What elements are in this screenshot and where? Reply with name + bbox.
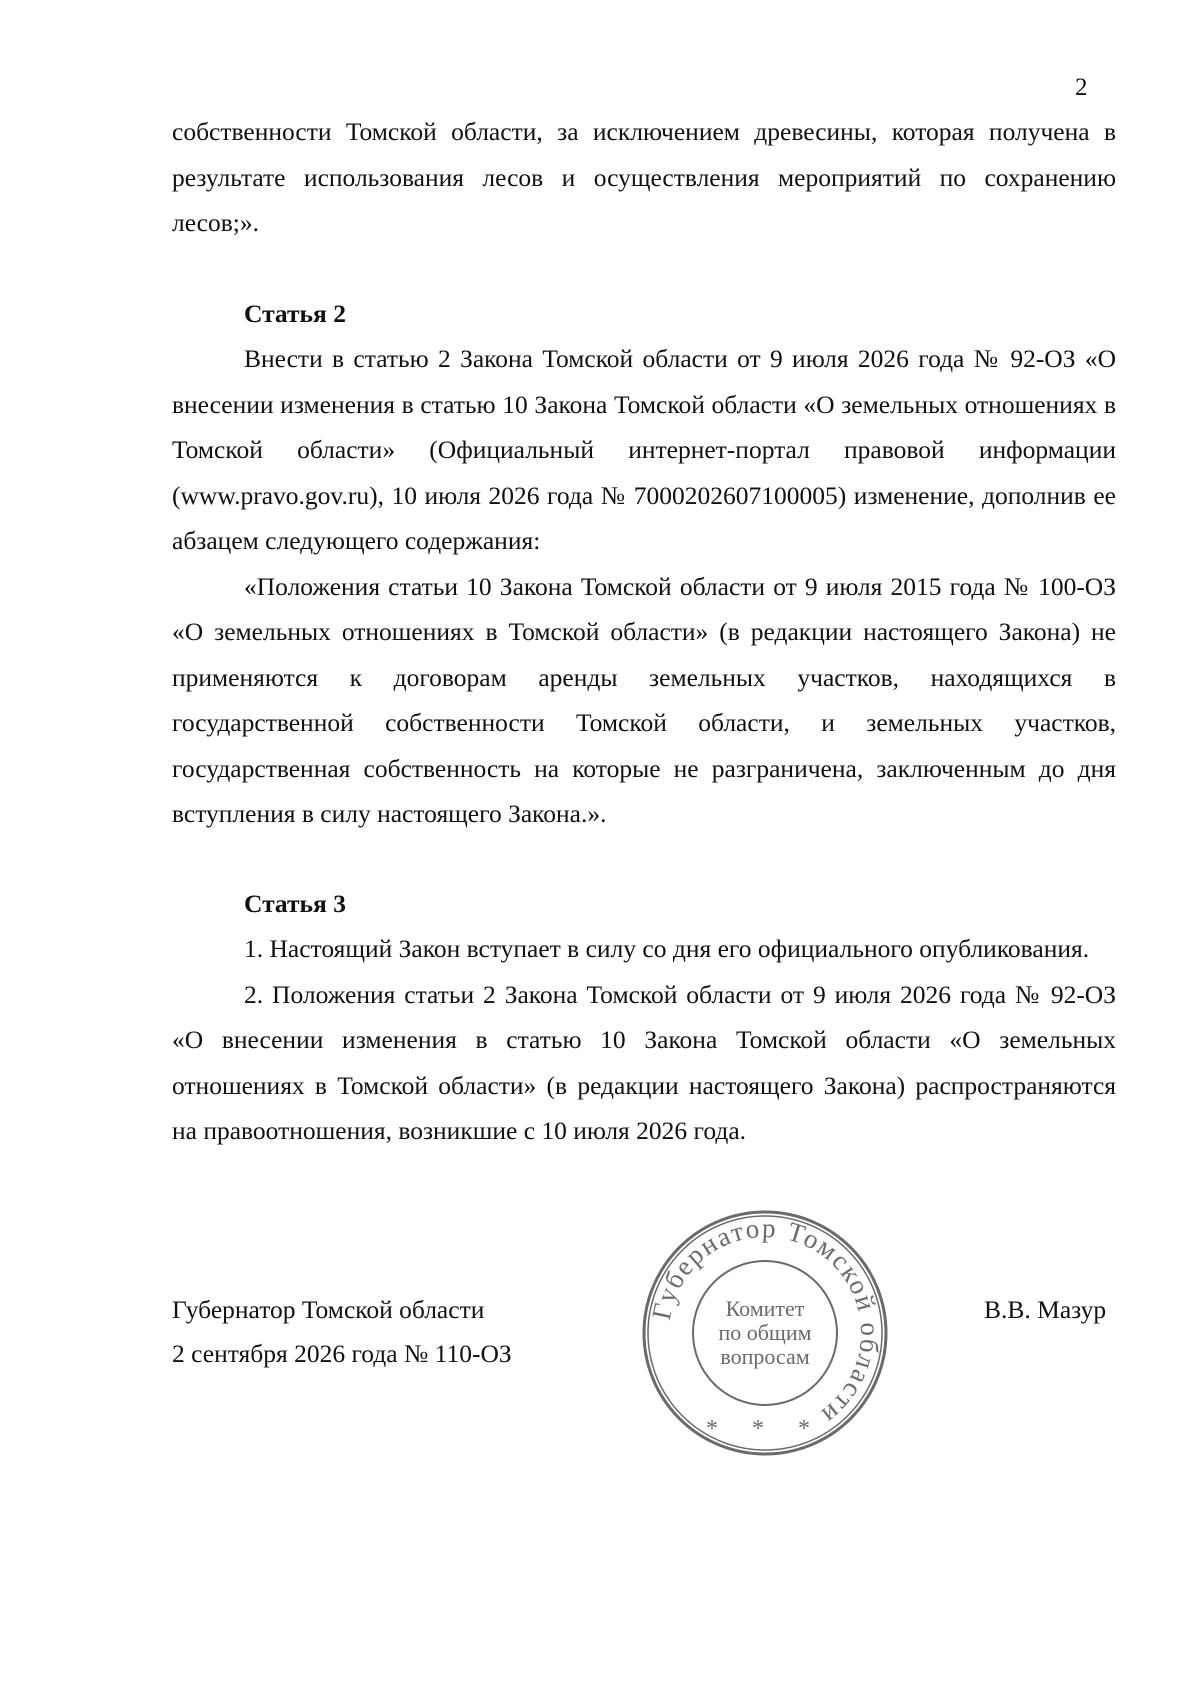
seal-center-line-2: по общим bbox=[718, 1320, 812, 1345]
article-2-paragraph-2: «Положения статьи 10 Закона Томской области от 9 июля 2015 года № 100-ОЗ «О земельных отношениях в Томской области» (в редакции настоящего Закона) не применяются к договорам аренды земельных участков, находящихся в государственной собственности Томской области, и земельных участков, государственная собственность на которые не разграничена, заключенным до дня вступления в силу настоящего Закона.». bbox=[172, 571, 1116, 828]
seal-center-line-3: вопросам bbox=[720, 1344, 810, 1369]
article-3-paragraph-1: 1. Настоящий Закон вступает в силу со дня его официального опубликования. bbox=[244, 934, 1090, 963]
article-3-heading: Статья 3 bbox=[244, 888, 346, 918]
law-date-number: 2 сентября 2026 года № 110-ОЗ bbox=[172, 1339, 512, 1368]
signatory-position: Губернатор Томской области bbox=[172, 1295, 485, 1324]
continuation-paragraph: собственности Томской области, за исключением древесины, которая получена в результате использования лесов и осуществления мероприятий по сохранению лесов;». bbox=[172, 117, 1116, 237]
signature-block bbox=[172, 1288, 512, 1376]
signatory-name: В.В. Мазур bbox=[984, 1295, 1107, 1324]
article-3-paragraph-2: 2. Положения статьи 2 Закона Томской области от 9 июля 2026 года № 92-ОЗ «О внесении изменения в статью 10 Закона Томской области «О земельных отношениях в Томской области» (в редакции настоящего Закона) распространяются на правоотношения, возникшие с 10 июля 2026 года. bbox=[172, 979, 1116, 1145]
article-2-paragraph-1: Внести в статью 2 Закона Томской области от 9 июля 2026 года № 92-ОЗ «О внесении изменения в статью 10 Закона Томской области «О земельных отношениях в Томской области» (Официальный интернет-портал правовой информации (www.pravo.gov.ru), 10 июля 2026 года № 7000202607100005) изменение, дополнив ее абзацем следующего содержания: bbox=[172, 344, 1116, 555]
official-seal bbox=[640, 1208, 890, 1458]
seal-stars: * * * bbox=[706, 1416, 824, 1442]
document-body bbox=[172, 109, 1116, 1154]
seal-ring-text: Губернатор Томской области bbox=[645, 1212, 886, 1432]
page-number: 2 bbox=[1075, 74, 1088, 101]
article-2-heading: Статья 2 bbox=[244, 298, 346, 328]
seal-center-line-1: Комитет bbox=[725, 1296, 805, 1321]
